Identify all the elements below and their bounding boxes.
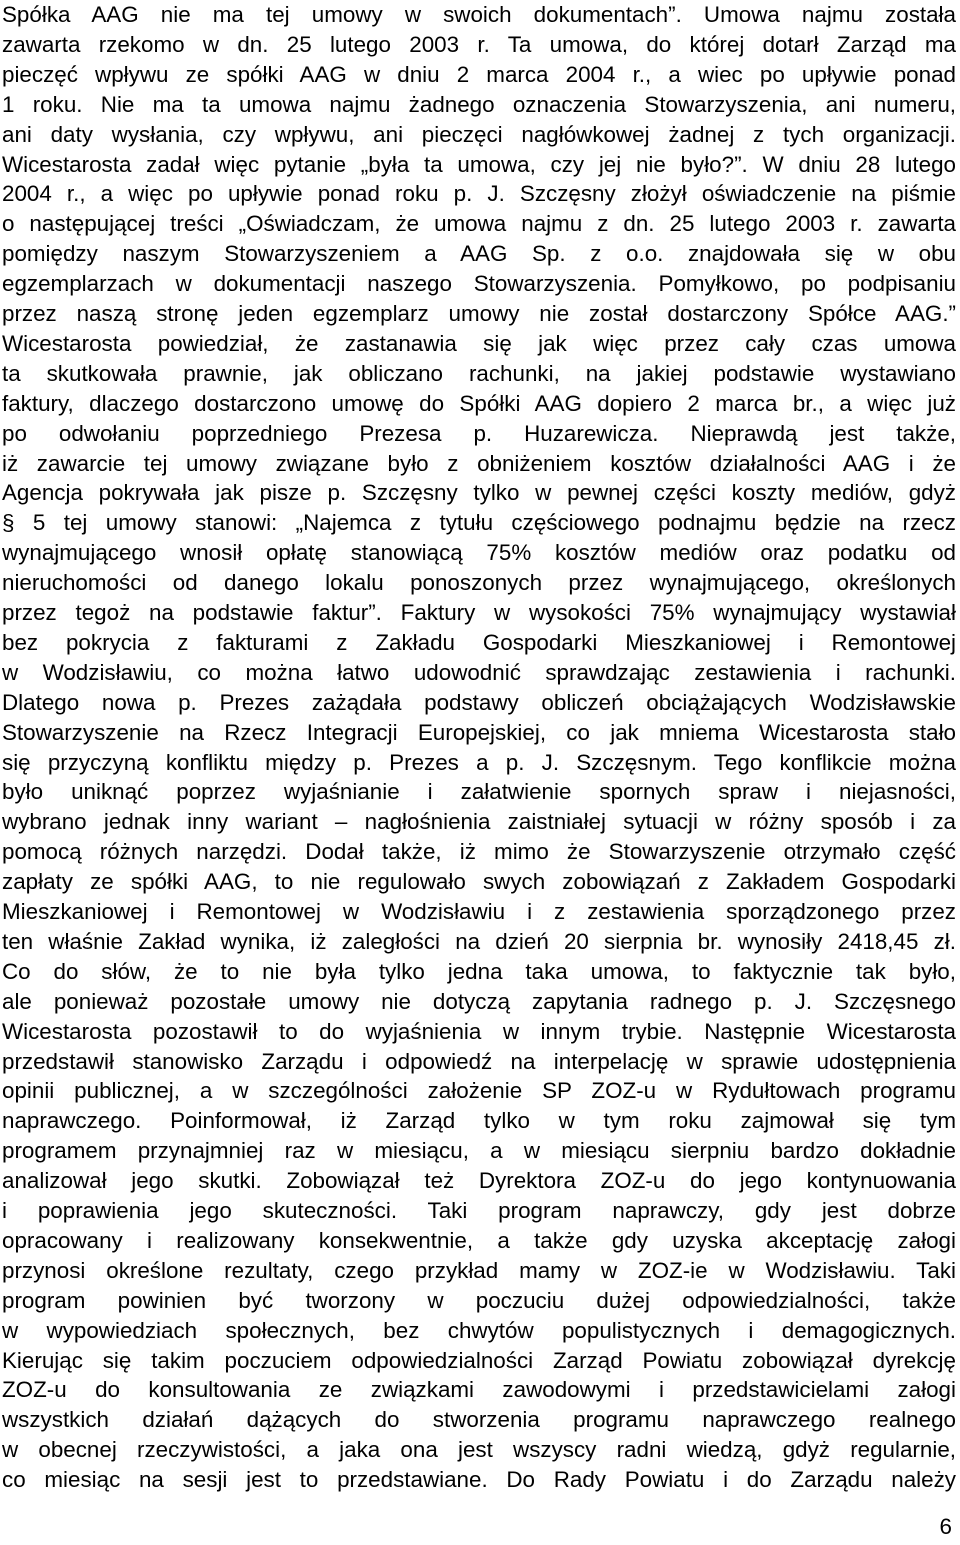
text-line: i poprawienia jego skuteczności. Taki program naprawczy, gdy jest dobrze (2, 1198, 956, 1223)
page-number: 6 (939, 1514, 952, 1539)
text-line: Agencja pokrywała jak pisze p. Szczęsny tylko w pewnej części koszty mediów, gdyż (2, 480, 956, 506)
text-line: Co do słów, że to nie była tylko jedna taka umowa, to faktycznie tak było, (2, 958, 956, 984)
text-line: zapłaty ze spółki AAG, to nie regulowało swych zobowiązań z Zakładem Gospodarki (2, 869, 956, 895)
text-line: nieruchomości od danego lokalu ponoszonych przez wynajmującego, określonych (2, 570, 956, 596)
text-line: ten właśnie Zakład wynika, iż zaległości na dzień 20 sierpnia br. wynosiły 2418,45 zł. (2, 928, 956, 954)
text-line: przedstawił stanowisko Zarządu i odpowiedź na interpelację w sprawie udostępnienia (2, 1048, 956, 1074)
text-line: się przyczyną konfliktu między p. Prezes a p. J. Szczęsnym. Tego konflikcie można (2, 749, 956, 775)
text-line: pieczęć wpływu ze spółki AAG w dniu 2 marca 2004 r., a wiec po upływie ponad (2, 61, 956, 87)
text-line: analizował jego skutki. Zobowiązał też Dyrektora ZOZ-u do jego kontynuowania (2, 1168, 956, 1194)
text-line: Spółka AAG nie ma tej umowy w swoich dokumentach”. Umowa najmu została (2, 2, 956, 27)
text-line: przynosi określone rezultaty, czego przykład mamy w ZOZ-ie w Wodzisławiu. Taki (2, 1257, 956, 1283)
text-line: naprawczego. Poinformował, iż Zarząd tylko w tym roku zajmował się tym (2, 1108, 956, 1134)
text-line: było uniknąć poprzez wyjaśnianie i załatwienie spornych spraw i niejasności, (2, 779, 956, 805)
text-line: w wypowiedziach społecznych, bez chwytów populistycznych i demagogicznych. (2, 1317, 956, 1343)
text-line: egzemplarzach w dokumentacji naszego Stowarzyszenia. Pomyłkowo, po podpisaniu (2, 271, 956, 297)
text-line: co miesiąc na sesji jest to przedstawiane. Do Rady Powiatu i do Zarządu należy (2, 1467, 956, 1493)
text-line: § 5 tej umowy stanowi: „Najemca z tytułu częściowego podnajmu będzie na rzecz (2, 510, 956, 536)
text-line: program powinien być tworzony w poczuciu dużej odpowiedzialności, także (2, 1287, 956, 1313)
text-line: programem przynajmniej raz w miesiącu, a w miesiącu sierpniu bardzo dokładnie (2, 1138, 956, 1164)
text-line: Wicestarosta pozostawił to do wyjaśnienia w innym trybie. Następnie Wicestarosta (2, 1018, 956, 1044)
text-line: Kierując się takim poczuciem odpowiedzialności Zarząd Powiatu zobowiązał dyrekcję (2, 1347, 956, 1373)
text-line: Wicestarosta powiedział, że zastanawia się jak więc przez cały czas umowa (2, 330, 956, 356)
text-line: o następującej treści „Oświadczam, że umowa najmu z dn. 25 lutego 2003 r. zawarta (2, 211, 956, 237)
text-line: opracowany i realizowany konsekwentnie, a także gdy uzyska akceptację załogi (2, 1227, 956, 1253)
text-line: 1 roku. Nie ma ta umowa najmu żadnego oznaczenia Stowarzyszenia, ani numeru, (2, 91, 956, 117)
text-line: iż zawarcie tej umowy związane było z obniżeniem kosztów działalności AAG i że (2, 450, 956, 476)
text-line: Dlatego nowa p. Prezes zażądała podstawy obliczeń obciążających Wodzisławskie (2, 689, 956, 715)
text-line: po odwołaniu poprzedniego Prezesa p. Huzarewicza. Nieprawdą jest także, (2, 420, 956, 446)
text-line: pomocą różnych narzędzi. Dodał także, iż mimo że Stowarzyszenie otrzymało część (2, 839, 956, 865)
document-page (2, 0, 956, 1545)
text-line: przez naszą stronę jeden egzemplarz umowy nie został dostarczony Spółce AAG.” (2, 301, 956, 326)
text-line: w Wodzisławiu, co można łatwo udowodnić sprawdzając zestawienia i rachunki. (2, 659, 956, 685)
text-line: faktury, dlaczego dostarczono umowę do Spółki AAG dopiero 2 marca br., a więc już (2, 390, 956, 416)
text-line: ta skutkowała prawnie, jak obliczano rachunki, na jakiej podstawie wystawiano (2, 360, 956, 386)
text-line: pomiędzy naszym Stowarzyszeniem a AAG Sp. z o.o. znajdowała się w obu (2, 241, 956, 267)
text-line: 2004 r., a więc po upływie ponad roku p. J. Szczęsny złożył oświadczenie na piśmie (2, 181, 956, 207)
text-line: bez pokrycia z fakturami z Zakładu Gospodarki Mieszkaniowej i Remontowej (2, 629, 956, 655)
text-line: opinii publicznej, a w szczególności założenie SP ZOZ-u w Rydułtowach programu (2, 1078, 956, 1104)
text-line: wynajmującego wnosił opłatę stanowiącą 75% kosztów mediów oraz podatku od (2, 540, 956, 566)
text-line: ale ponieważ pozostałe umowy nie dotyczą zapytania radnego p. J. Szczęsnego (2, 988, 956, 1014)
text-line: wszystkich działań dążących do stworzenia programu naprawczego realnego (2, 1407, 956, 1433)
text-line: ani daty wysłania, czy wpływu, ani pieczęci nagłówkowej żadnej z tych organizacji. (2, 121, 956, 147)
text-line: Stowarzyszenie na Rzecz Integracji Europejskiej, co jak mniema Wicestarosta stało (2, 719, 956, 745)
text-line: Wicestarosta zadał więc pytanie „była ta umowa, czy jej nie było?”. W dniu 28 lutego (2, 151, 956, 177)
text-line: wybrano jednak inny wariant – nagłośnienia zaistniałej sytuacji w różny sposób i za (2, 809, 956, 835)
text-line: zawarta rzekomo w dn. 25 lutego 2003 r. Ta umowa, do której dotarł Zarząd ma (2, 31, 956, 57)
text-line: ZOZ-u do konsultowania ze związkami zawodowymi i przedstawicielami załogi (2, 1377, 956, 1403)
text-line: w obecnej rzeczywistości, a jaka ona jest wszyscy radni wiedzą, gdyż regularnie, (2, 1437, 956, 1463)
text-line: Mieszkaniowej i Remontowej w Wodzisławiu i z zestawienia sporządzonego przez (2, 899, 956, 924)
text-line: przez tegoż na podstawie faktur”. Faktury w wysokości 75% wynajmujący wystawiał (2, 600, 956, 625)
